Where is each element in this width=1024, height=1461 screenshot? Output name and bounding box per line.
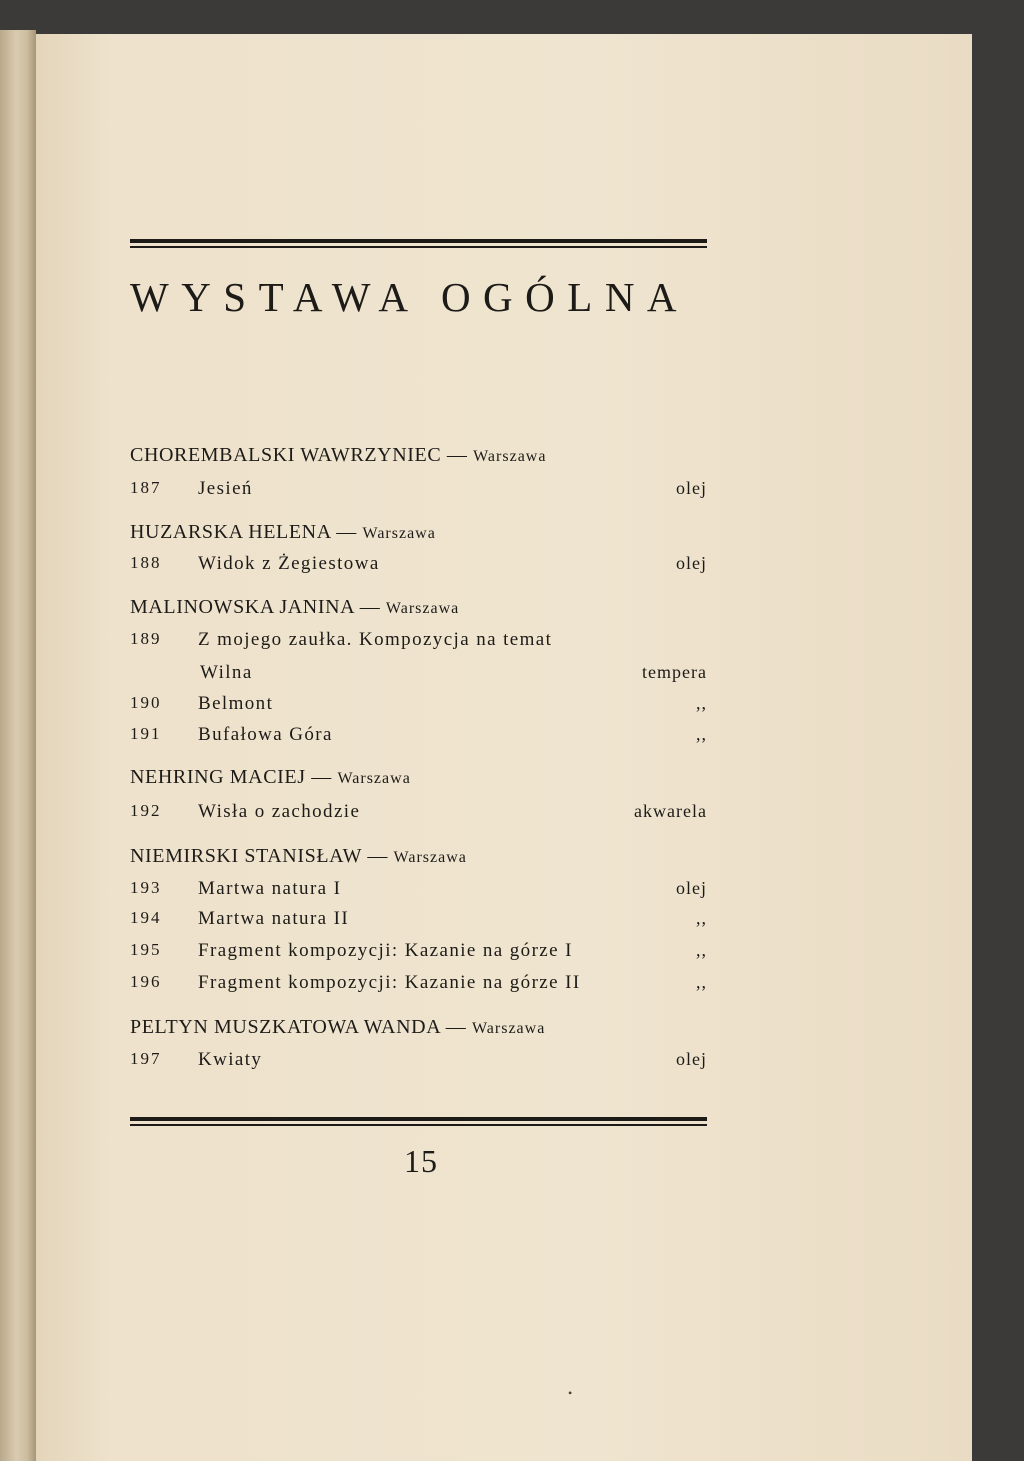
- artist-heading: CHOREMBALSKI WAWRZYNIEC — Warszawa: [130, 444, 547, 466]
- catalog-entry: [130, 908, 707, 938]
- work-medium: olej: [676, 878, 707, 898]
- artist-city: Warszawa: [473, 448, 547, 465]
- page-title: WYSTAWA OGÓLNA: [130, 274, 690, 320]
- artist-heading: HUZARSKA HELENA — Warszawa: [130, 521, 436, 543]
- work-title: Martwa natura II: [198, 908, 350, 929]
- catalog-entry: [130, 1049, 707, 1079]
- catalog-entry: [130, 629, 707, 659]
- work-title: Bufałowa Góra: [198, 724, 333, 745]
- entry-number: 193: [130, 878, 162, 897]
- artist-city: Warszawa: [385, 600, 460, 617]
- top-rule: [130, 239, 707, 248]
- artist-heading: PELTYN MUSZKATOWA WANDA — Warszawa: [130, 1016, 546, 1038]
- entry-number: 187: [130, 478, 162, 497]
- work-title: Martwa natura I: [198, 878, 342, 899]
- ditto-mark: ,,: [696, 724, 707, 744]
- work-title: Fragment kompozycji: Kazanie na górze I: [198, 940, 573, 961]
- catalog-entry: [130, 693, 707, 723]
- work-title: Widok z Żegiestowa: [198, 553, 380, 574]
- catalog-entry: [130, 724, 707, 754]
- bottom-rule: [130, 1117, 707, 1126]
- work-medium: olej: [676, 553, 707, 573]
- work-title: Kwiaty: [198, 1049, 263, 1070]
- previous-page-edge: [0, 30, 36, 1461]
- artist-heading: NEHRING MACIEJ — Warszawa: [130, 766, 411, 788]
- work-title: Belmont: [198, 693, 274, 714]
- entry-number: 189: [130, 629, 162, 648]
- entry-number: 192: [130, 801, 162, 820]
- artist-city: Warszawa: [393, 849, 467, 866]
- artist-city: Warszawa: [337, 770, 411, 787]
- work-medium: olej: [676, 478, 707, 498]
- entry-number: 197: [130, 1049, 162, 1068]
- artist-name: PELTYN MUSZKATOWA WANDA: [130, 1016, 441, 1038]
- entry-number: 194: [130, 908, 162, 927]
- catalog-entry-continued: [130, 662, 707, 692]
- entry-number: 190: [130, 693, 162, 712]
- entry-number: 191: [130, 724, 162, 743]
- ditto-mark: ,,: [696, 940, 707, 960]
- catalog-entry: [130, 553, 707, 583]
- work-medium: olej: [676, 1049, 707, 1069]
- artist-heading: MALINOWSKA JANINA — Warszawa: [130, 596, 460, 618]
- entry-number: 196: [130, 972, 162, 991]
- work-title: Fragment kompozycji: Kazanie na górze II: [198, 972, 581, 993]
- catalog-entry: [130, 801, 707, 831]
- artist-name: NEHRING MACIEJ: [130, 766, 306, 788]
- page-number: 15: [404, 1143, 438, 1179]
- artist-name: NIEMIRSKI STANISŁAW: [130, 845, 362, 867]
- artist-name: HUZARSKA HELENA: [130, 521, 331, 543]
- entry-number: 195: [130, 940, 162, 959]
- paper-speck: •: [568, 1386, 573, 1400]
- entry-number: 188: [130, 553, 162, 572]
- ditto-mark: ,,: [696, 908, 707, 928]
- work-title: Jesień: [198, 478, 253, 499]
- work-title-continued: Wilna: [200, 662, 253, 683]
- artist-city: Warszawa: [471, 1020, 546, 1037]
- work-medium: akwarela: [634, 801, 707, 821]
- catalog-entry: [130, 478, 707, 508]
- catalog-entry: [130, 878, 707, 908]
- ditto-mark: ,,: [696, 693, 707, 713]
- artist-city: Warszawa: [362, 525, 436, 542]
- work-title: Wisła o zachodzie: [198, 801, 361, 822]
- catalog-entry: [130, 972, 707, 1002]
- work-title: Z mojego zaułka. Kompozycja na temat: [198, 629, 553, 650]
- artist-name: CHOREMBALSKI WAWRZYNIEC: [130, 444, 442, 466]
- catalog-entry: [130, 940, 707, 970]
- artist-heading: NIEMIRSKI STANISŁAW — Warszawa: [130, 845, 467, 867]
- work-medium: tempera: [642, 662, 707, 682]
- ditto-mark: ,,: [696, 972, 707, 992]
- artist-name: MALINOWSKA JANINA: [130, 596, 355, 618]
